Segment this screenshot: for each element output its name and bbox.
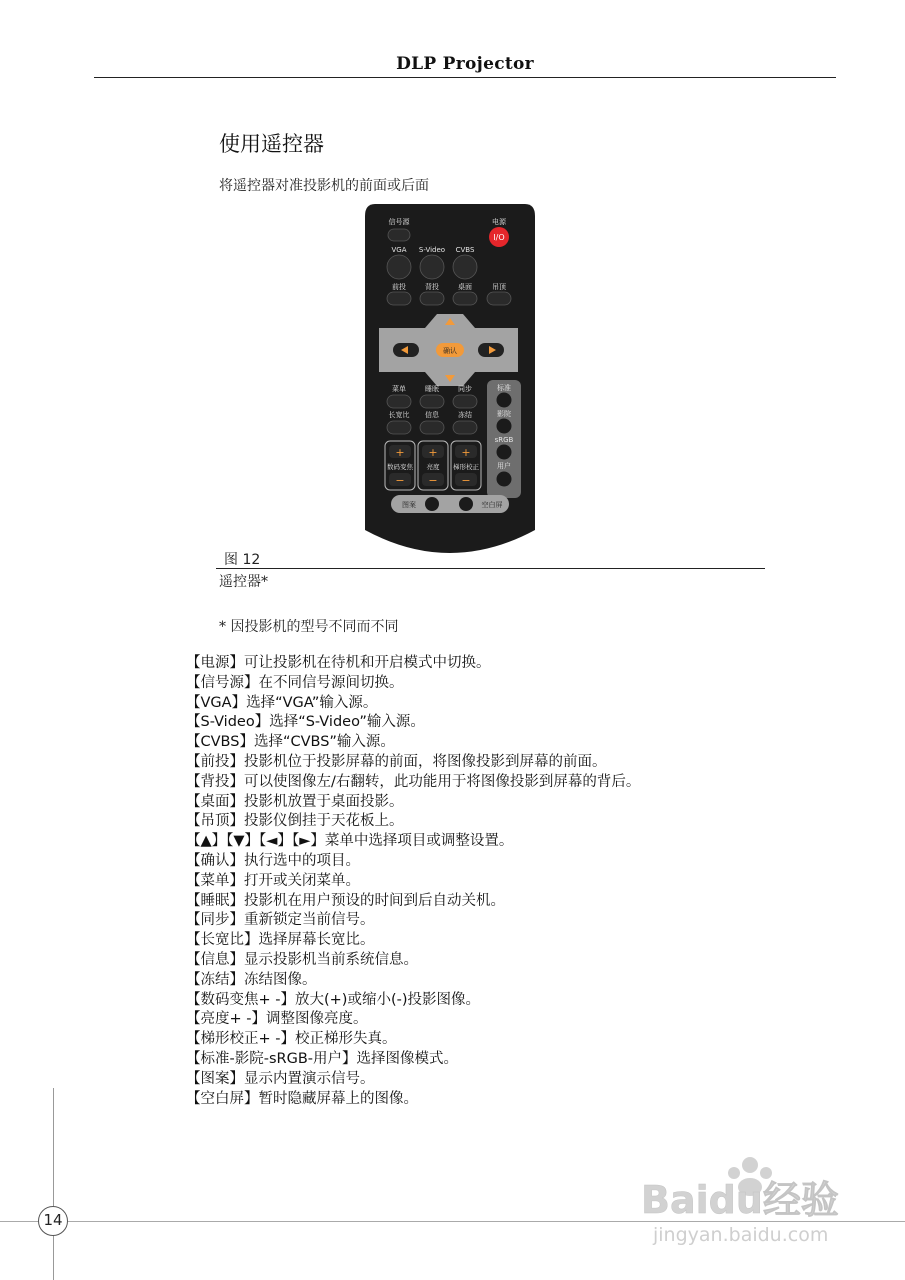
- blank-button: [459, 497, 473, 511]
- list-item: 【背投】可以使图像左/右翻转，此功能用于将图像投影到屏幕的背后。: [186, 773, 641, 790]
- list-item: 【数码变焦+ -】放大(+)或缩小(-)投影图像。: [186, 991, 480, 1008]
- list-item: 【S-Video】选择“S-Video”输入源。: [186, 714, 425, 731]
- figure-caption: 遥控器*: [219, 574, 268, 590]
- pattern-button: [425, 497, 439, 511]
- list-item: 【VGA】选择“VGA”输入源。: [186, 694, 378, 711]
- list-item: 【睡眠】投影机在用户预设的时间到后自动关机。: [186, 892, 505, 909]
- page-header-title: DLP Projector: [396, 54, 534, 74]
- side-margin-rule: [53, 1088, 54, 1280]
- freeze-label: 冻结: [458, 411, 472, 419]
- user-button: [497, 472, 512, 487]
- standard-label: 标准: [497, 384, 511, 392]
- blank-label: 空白屏: [481, 501, 503, 509]
- header-divider: [94, 77, 836, 78]
- aspect-label: 长宽比: [388, 411, 410, 419]
- zoom-plus-symbol: +: [395, 446, 405, 459]
- desktop-label: 桌面: [458, 283, 472, 291]
- freeze-button: [453, 421, 477, 434]
- section-heading: 使用遥控器: [219, 132, 324, 156]
- remote-control-figure: [365, 204, 535, 562]
- pattern-label: 图案: [402, 501, 416, 509]
- ceiling-button: [487, 292, 511, 305]
- sync-button: [453, 395, 477, 408]
- standard-button: [497, 393, 512, 408]
- cinema-button: [497, 419, 512, 434]
- watermark-url: jingyan.baidu.com: [653, 1224, 829, 1246]
- list-item: 【梯形校正+ -】校正梯形失真。: [186, 1031, 397, 1048]
- menu-label: 菜单: [392, 385, 406, 393]
- list-item: 【▲】【▼】【◄】【►】菜单中选择项目或调整设置。: [186, 833, 514, 850]
- watermark-brand: Baidu经验: [641, 1178, 839, 1222]
- source-button: [388, 229, 410, 241]
- desktop-button: [453, 292, 477, 305]
- sleep-button: [420, 395, 444, 408]
- list-item: 【图案】显示内置演示信号。: [186, 1070, 375, 1087]
- figure-label: 图 12: [224, 552, 261, 568]
- list-item: 【标准-影院-sRGB-用户】选择图像模式。: [186, 1050, 459, 1067]
- zoom-label: 数码变焦: [387, 463, 413, 471]
- ok-label: 确认: [443, 347, 457, 355]
- list-item: 【前投】投影机位于投影屏幕的前面，将图像投影到屏幕的前面。: [186, 753, 607, 770]
- brightness-plus-symbol: +: [428, 446, 438, 459]
- info-label: 信息: [425, 411, 439, 419]
- srgb-label: sRGB: [494, 436, 514, 444]
- brightness-label: 亮度: [426, 463, 440, 471]
- figure-divider: [216, 568, 765, 569]
- page-number: 14: [38, 1206, 68, 1236]
- power-label: 电源: [492, 218, 506, 226]
- sync-label: 同步: [458, 385, 472, 393]
- keystone-label: 梯形校正: [453, 463, 479, 471]
- paw-icon: [742, 1157, 758, 1173]
- svideo-button: [420, 255, 444, 279]
- list-item: 【亮度+ -】调整图像亮度。: [186, 1011, 368, 1028]
- list-item: 【确认】执行选中的项目。: [186, 852, 360, 869]
- aspect-button: [387, 421, 411, 434]
- list-item: 【菜单】打开或关闭菜单。: [186, 872, 360, 889]
- source-label: 信号源: [388, 218, 410, 226]
- button-description-list: [186, 654, 640, 1109]
- power-symbol: I/O: [493, 233, 505, 242]
- list-item: 【吊顶】投影仪倒挂于天花板上。: [186, 813, 404, 830]
- keystone-minus-symbol: −: [461, 474, 471, 487]
- list-item: 【冻结】冻结图像。: [186, 971, 317, 988]
- list-item: 【信息】显示投影机当前系统信息。: [186, 951, 418, 968]
- list-item: 【CVBS】选择“CVBS”输入源。: [186, 734, 395, 751]
- front-label: 前投: [392, 283, 406, 291]
- cvbs-label: CVBS: [455, 246, 475, 254]
- cvbs-button: [453, 255, 477, 279]
- keystone-plus-symbol: +: [461, 446, 471, 459]
- menu-button: [387, 395, 411, 408]
- baidu-watermark-logo: [635, 1143, 875, 1253]
- intro-text: 将遥控器对准投影机的前面或后面: [219, 178, 429, 194]
- list-item: 【电源】可让投影机在待机和开启模式中切换。: [186, 655, 491, 671]
- info-button: [420, 421, 444, 434]
- cinema-label: 影院: [497, 410, 511, 418]
- brightness-minus-symbol: −: [428, 474, 438, 487]
- user-label: 用户: [497, 462, 511, 470]
- srgb-button: [497, 445, 512, 460]
- list-item: 【同步】重新锁定当前信号。: [186, 912, 375, 929]
- list-item: 【信号源】在不同信号源间切换。: [186, 674, 404, 691]
- ceiling-label: 吊顶: [492, 283, 506, 291]
- zoom-minus-symbol: −: [395, 474, 405, 487]
- list-item: 【空白屏】暂时隐藏屏幕上的图像。: [186, 1090, 418, 1107]
- vga-label: VGA: [391, 246, 407, 254]
- front-button: [387, 292, 411, 305]
- sleep-label: 睡眠: [425, 385, 439, 393]
- rear-button: [420, 292, 444, 305]
- rear-label: 背投: [425, 283, 439, 291]
- footnote: * 因投影机的型号不同而不同: [219, 619, 399, 635]
- vga-button: [387, 255, 411, 279]
- list-item: 【桌面】投影机放置于桌面投影。: [186, 793, 404, 810]
- svideo-label: S-Video: [418, 246, 446, 254]
- list-item: 【长宽比】选择屏幕长宽比。: [186, 932, 375, 949]
